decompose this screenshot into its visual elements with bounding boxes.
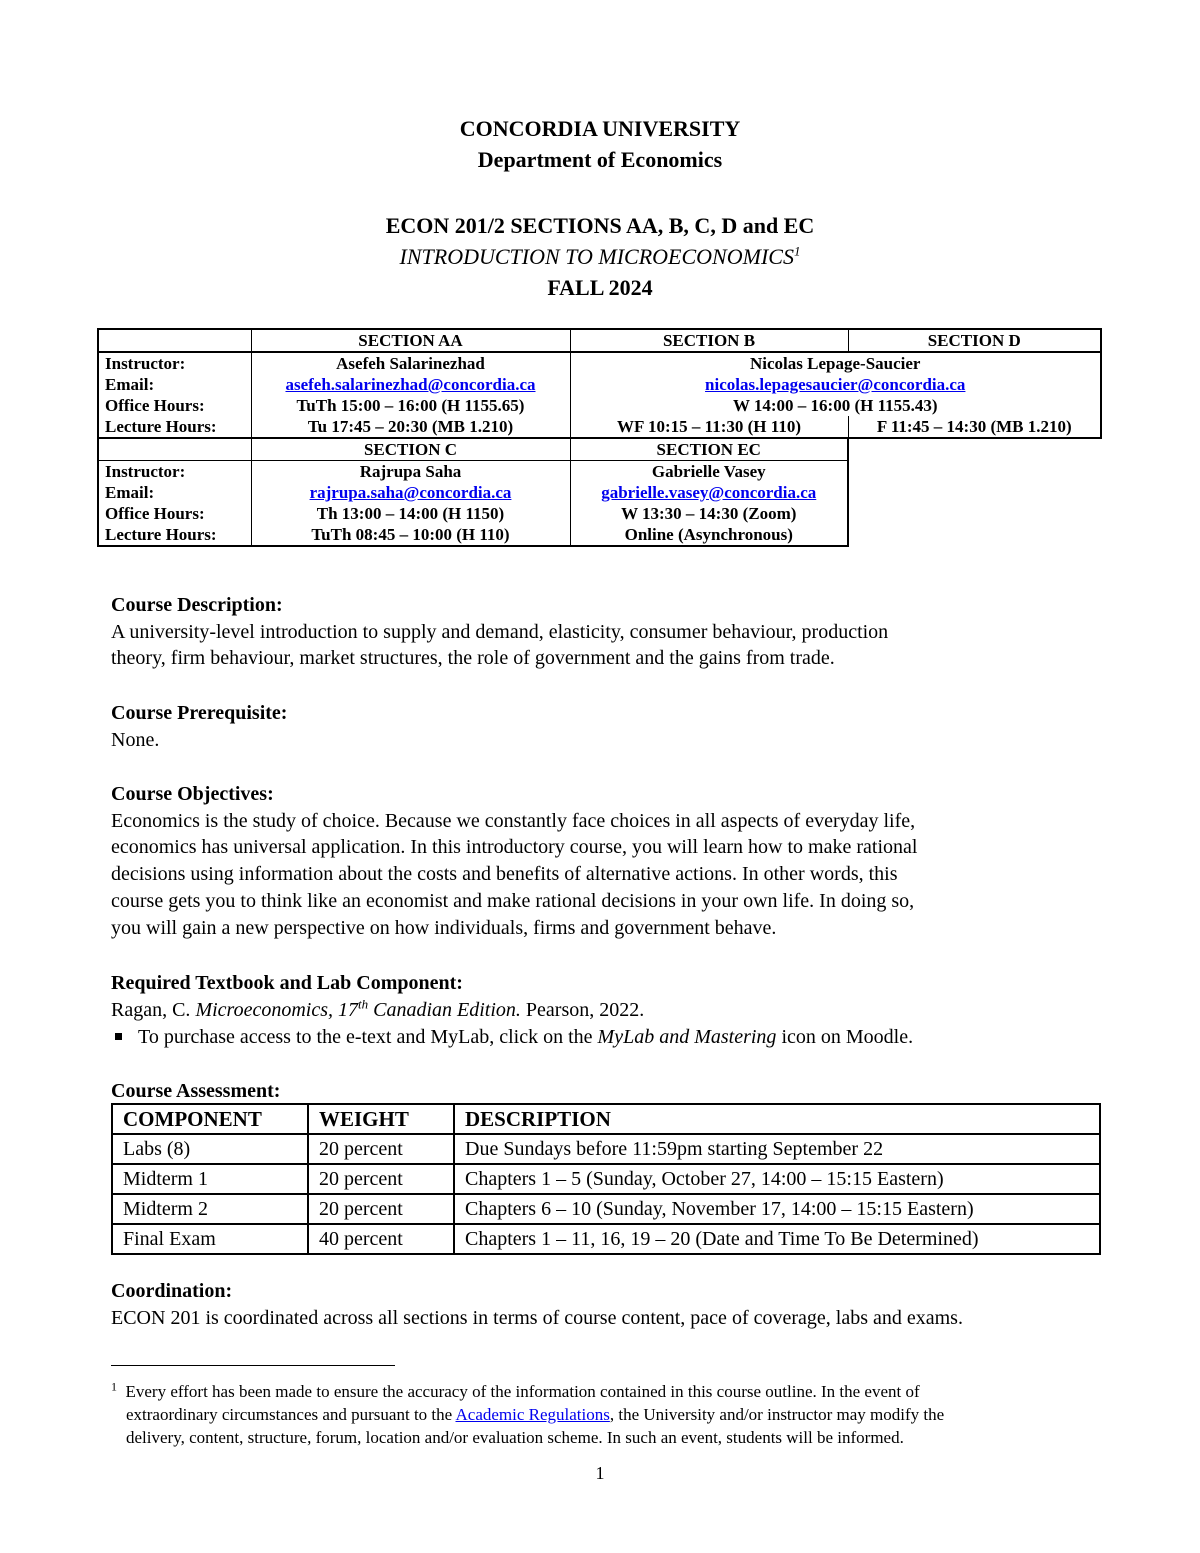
textbook-title: [195, 996, 521, 1021]
page-number: 1: [595, 1463, 605, 1483]
textbook-edition: Canadian Edition.: [368, 999, 521, 1021]
ec-office-hours: W 13:30 – 14:30 (Zoom): [570, 503, 848, 524]
aa-office-hours: TuTh 15:00 – 16:00 (H 1155.65): [251, 395, 570, 416]
label-lecture-hours: Lecture Hours:: [98, 416, 251, 438]
cell-weight: 20 percent: [308, 1134, 454, 1164]
aa-lecture-hours: Tu 17:45 – 20:30 (MB 1.210): [251, 416, 570, 438]
cell-component: Final Exam: [112, 1224, 308, 1254]
objectives-line: decisions using information about the costs and benefits of alternative actions. In other words, this: [111, 863, 898, 885]
footnote-line: [126, 1403, 944, 1426]
bullet-text: To purchase access to the e-text and MyLab, click on the: [138, 1026, 598, 1048]
bd-office-hours: W 14:00 – 16:00 (H 1155.43): [570, 395, 1101, 416]
table-row: [112, 1194, 1100, 1224]
section-d-heading: SECTION D: [848, 329, 1101, 352]
footnote-separator: [111, 1365, 395, 1366]
c-email-link[interactable]: rajrupa.saha@concordia.ca: [309, 483, 512, 502]
course-title: [0, 243, 1200, 271]
objectives-line: course gets you to think like an economist and make rational decisions in your own life. In doing so,: [111, 890, 915, 912]
term: FALL 2024: [547, 275, 653, 300]
label-instructor-2: Instructor:: [98, 461, 251, 483]
assessment-table: [111, 1103, 1101, 1255]
textbook-bullet: [111, 1024, 913, 1050]
aa-email-link[interactable]: asefeh.salarinezhad@concordia.ca: [285, 375, 536, 394]
description-line: theory, firm behaviour, market structures, the role of government and the gains from trade.: [111, 647, 835, 669]
ec-instructor: Gabrielle Vasey: [570, 461, 848, 483]
table-row: [112, 1224, 1100, 1254]
label-email-2: Email:: [98, 482, 251, 503]
section-aa-heading: SECTION AA: [251, 329, 570, 352]
bd-email-link[interactable]: nicolas.lepagesaucier@concordia.ca: [705, 375, 966, 394]
cell-description: Chapters 1 – 5 (Sunday, October 27, 14:00 – 15:15 Eastern): [454, 1164, 1100, 1194]
section-b-heading: SECTION B: [570, 329, 848, 352]
footnote-line: delivery, content, structure, forum, location and/or evaluation scheme. In such an event, students will be informed.: [126, 1428, 904, 1447]
footnote-mark: 1: [111, 1379, 117, 1394]
ec-lecture-hours: Online (Asynchronous): [570, 524, 848, 546]
cell-description: Chapters 1 – 11, 16, 19 – 20 (Date and Time To Be Determined): [454, 1224, 1100, 1254]
c-office-hours: Th 13:00 – 14:00 (H 1150): [251, 503, 570, 524]
coordination-heading: Coordination:: [111, 1280, 233, 1302]
footnote-text: , the University and/or instructor may modify the: [609, 1405, 945, 1424]
objectives-line: economics has universal application. In this introductory course, you will learn how to make rational: [111, 836, 918, 858]
col-weight: WEIGHT: [308, 1104, 454, 1134]
assessment-heading: Course Assessment:: [111, 1080, 281, 1102]
objectives-heading: Course Objectives:: [111, 783, 274, 805]
ec-email-link[interactable]: gabrielle.vasey@concordia.ca: [601, 483, 817, 502]
description-line: A university-level introduction to supply and demand, elasticity, consumer behaviour, production: [111, 621, 889, 643]
section-ec-heading: SECTION EC: [570, 438, 848, 461]
footnote-text: Every effort has been made to ensure the accuracy of the information contained in this course outline. In the event of: [125, 1382, 920, 1401]
textbook-citation: [111, 997, 644, 1023]
prerequisite-heading: Course Prerequisite:: [111, 702, 288, 724]
d-lecture-hours: F 11:45 – 14:30 (MB 1.210): [848, 416, 1101, 438]
textbook-author: Ragan, C.: [111, 999, 196, 1021]
academic-regulations-link[interactable]: Academic Regulations: [455, 1405, 610, 1424]
aa-instructor: Asefeh Salarinezhad: [251, 352, 570, 374]
textbook-publisher: Pearson, 2022.: [520, 999, 645, 1021]
c-instructor: Rajrupa Saha: [251, 461, 570, 483]
b-lecture-hours: WF 10:15 – 11:30 (H 110): [570, 416, 848, 438]
footnote-ref[interactable]: 1: [793, 243, 801, 259]
cell-weight: 20 percent: [308, 1194, 454, 1224]
bullet-text-end: icon on Moodle.: [776, 1026, 914, 1048]
footnote-text: extraordinary circumstances and pursuant to the: [126, 1405, 456, 1424]
blank-cell-2: [98, 438, 251, 461]
table-row: [112, 1164, 1100, 1194]
coordination-text: ECON 201 is coordinated across all sections in terms of course content, pace of coverage, labs and exams.: [111, 1307, 963, 1329]
col-component: COMPONENT: [112, 1104, 308, 1134]
cell-description: Due Sundays before 11:59pm starting September 22: [454, 1134, 1100, 1164]
label-lecture-hours-2: Lecture Hours:: [98, 524, 251, 546]
textbook-heading: Required Textbook and Lab Component:: [111, 972, 463, 994]
table-row: [112, 1134, 1100, 1164]
bd-instructor: Nicolas Lepage-Saucier: [570, 352, 1101, 374]
cell-weight: 40 percent: [308, 1224, 454, 1254]
label-instructor: Instructor:: [98, 352, 251, 374]
section-c-heading: SECTION C: [251, 438, 570, 461]
bullet-icon: [115, 1033, 122, 1040]
cell-component: Midterm 2: [112, 1194, 308, 1224]
department-name: Department of Economics: [477, 147, 723, 172]
prerequisite-text: None.: [111, 729, 160, 751]
objectives-line: you will gain a new perspective on how individuals, firms and government behave.: [111, 917, 777, 939]
course-code: ECON 201/2 SECTIONS AA, B, C, D and EC: [385, 213, 815, 238]
label-email: Email:: [98, 374, 251, 395]
university-name: CONCORDIA UNIVERSITY: [459, 116, 741, 141]
cell-description: Chapters 6 – 10 (Sunday, November 17, 14:00 – 15:15 Eastern): [454, 1194, 1100, 1224]
label-office-hours-2: Office Hours:: [98, 503, 251, 524]
cell-component: Midterm 1: [112, 1164, 308, 1194]
textbook-title-text: Microeconomics, 17: [195, 999, 358, 1021]
c-lecture-hours: TuTh 08:45 – 10:00 (H 110): [251, 524, 570, 546]
label-office-hours: Office Hours:: [98, 395, 251, 416]
cell-weight: 20 percent: [308, 1164, 454, 1194]
objectives-line: Economics is the study of choice. Because we constantly face choices in all aspects of everyday life,: [111, 810, 916, 832]
footnote-line: [111, 1380, 920, 1403]
bullet-emphasis: MyLab and Mastering: [597, 1026, 777, 1048]
blank-cell-3: [848, 438, 1101, 461]
blank-cell: [98, 329, 251, 352]
col-description: DESCRIPTION: [454, 1104, 1100, 1134]
description-heading: Course Description:: [111, 594, 283, 616]
textbook-title-sup: th: [358, 996, 369, 1012]
course-title-text: INTRODUCTION TO MICROECONOMICS: [399, 244, 794, 269]
sections-table: [97, 328, 1102, 547]
cell-component: Labs (8): [112, 1134, 308, 1164]
